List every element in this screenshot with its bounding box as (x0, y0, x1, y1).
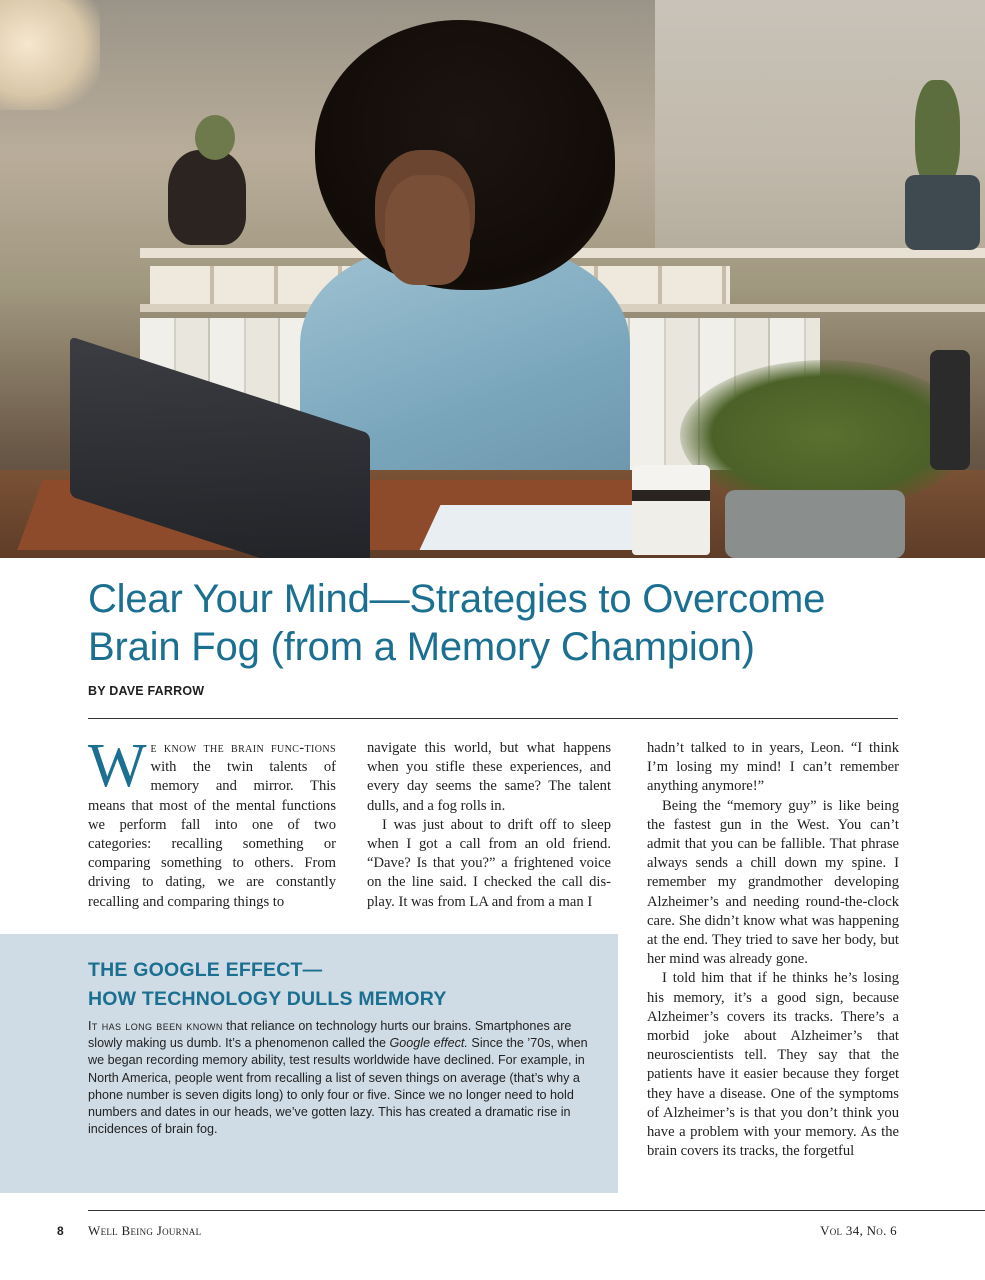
drop-cap: W (88, 732, 147, 800)
page-number: 8 (57, 1224, 64, 1238)
issue-number: Vol 34, No. 6 (820, 1223, 897, 1238)
body-paragraph: I told him that if he thinks he’s losing his memory, it’s a good sign, because Alzheimer’s covers its tracks. There’s a morbid joke about Alzheimer’s that neuroscientists tell. They say that the patients have it easier because they forget they have a disease. One of the symptoms of Alzheimer’s is that you don’t think you have a problem with your memory. As the brain covers its tracks, the forgetful (647, 970, 899, 1160)
article-byline: BY DAVE FARROW (88, 684, 205, 698)
sidebar-lead-in: It has long been known (88, 1019, 223, 1033)
vase (168, 150, 246, 245)
desk-plant (680, 360, 970, 510)
sidebar-title-line: THE GOOGLE EFFECT— (88, 959, 323, 981)
sidebar-box (0, 934, 618, 1193)
body-paragraph: hadn’t talked to in years, Leon. “I think I’m losing my mind! I can’t remember anything anymore!” (647, 740, 899, 795)
column-3 (647, 739, 899, 1161)
hero-photo (0, 0, 985, 558)
sidebar-text (88, 1018, 593, 1138)
body-paragraph (88, 732, 336, 912)
lead-in: e know the brain func-tions (150, 740, 336, 756)
plant-pot (725, 490, 905, 558)
bottle (930, 350, 970, 470)
body-paragraph: Being the “memory guy” is like being the fastest gun in the West. You can’t admit that you can be fallible. That phrase always sends a chill down my spine. I remember my grandmother developing Alzheimer’s and needing round-the-clock care. She didn’t know what was happening at the end. They tried to save her body, but her mind was already gone. (647, 797, 899, 968)
journal-name: Well Being Journal (88, 1223, 202, 1238)
divider (88, 718, 898, 719)
article-title: Clear Your Mind—Strategies to Overcome Brain Fog (from a Memory Champion) (88, 577, 826, 669)
cactus (195, 115, 235, 160)
body-paragraph: I was just about to drift off to sleep when I got a call from an old friend. “Dave? Is that you?” a frightened voice on the line said. I checked the call dis-play. It was from LA and from a man I (367, 816, 611, 910)
sidebar-text-part: that reliance on technology hurts our brains. Smartphones are slowly making us dumb. It’s a phenomenon called the (88, 1019, 572, 1051)
coffee-cup (632, 465, 710, 555)
woman-hands (385, 175, 470, 285)
footer-divider (88, 1210, 985, 1211)
plant-pot (905, 175, 980, 250)
plant (915, 80, 960, 190)
sidebar-title-line: HOW TECHNOLOGY DULLS MEMORY (88, 988, 447, 1010)
sidebar-emphasis: Google effect. (389, 1036, 468, 1051)
lamp-glow (0, 0, 100, 110)
sidebar-title (88, 956, 588, 1014)
column-2 (367, 739, 611, 912)
paragraph-text: with the twin talents of memory and mirror. This means that most of the mental functions we perform fall into one of two categories: recalling something or comparing something to others. From driving to dating, we are constantly recalling and comparing things to (88, 759, 336, 910)
body-paragraph: navigate this world, but what happens when you stifle these experiences, and every day seems the same? The talent dulls, and a fog rolls in. (367, 740, 611, 814)
column-1 (88, 732, 336, 912)
sidebar-text-part: Since the ’70s, when we began recording memory ability, test results worldwide have declined. For example, in North America, people went from recalling a list of seven things on average (that’s why a phone number is seven digits long) to only four or five. Since we no longer need to hold numbers and dates in our heads, we’ve gotten lazy. This has created a dramatic rise in incidences of brain fog. (88, 1036, 588, 1137)
